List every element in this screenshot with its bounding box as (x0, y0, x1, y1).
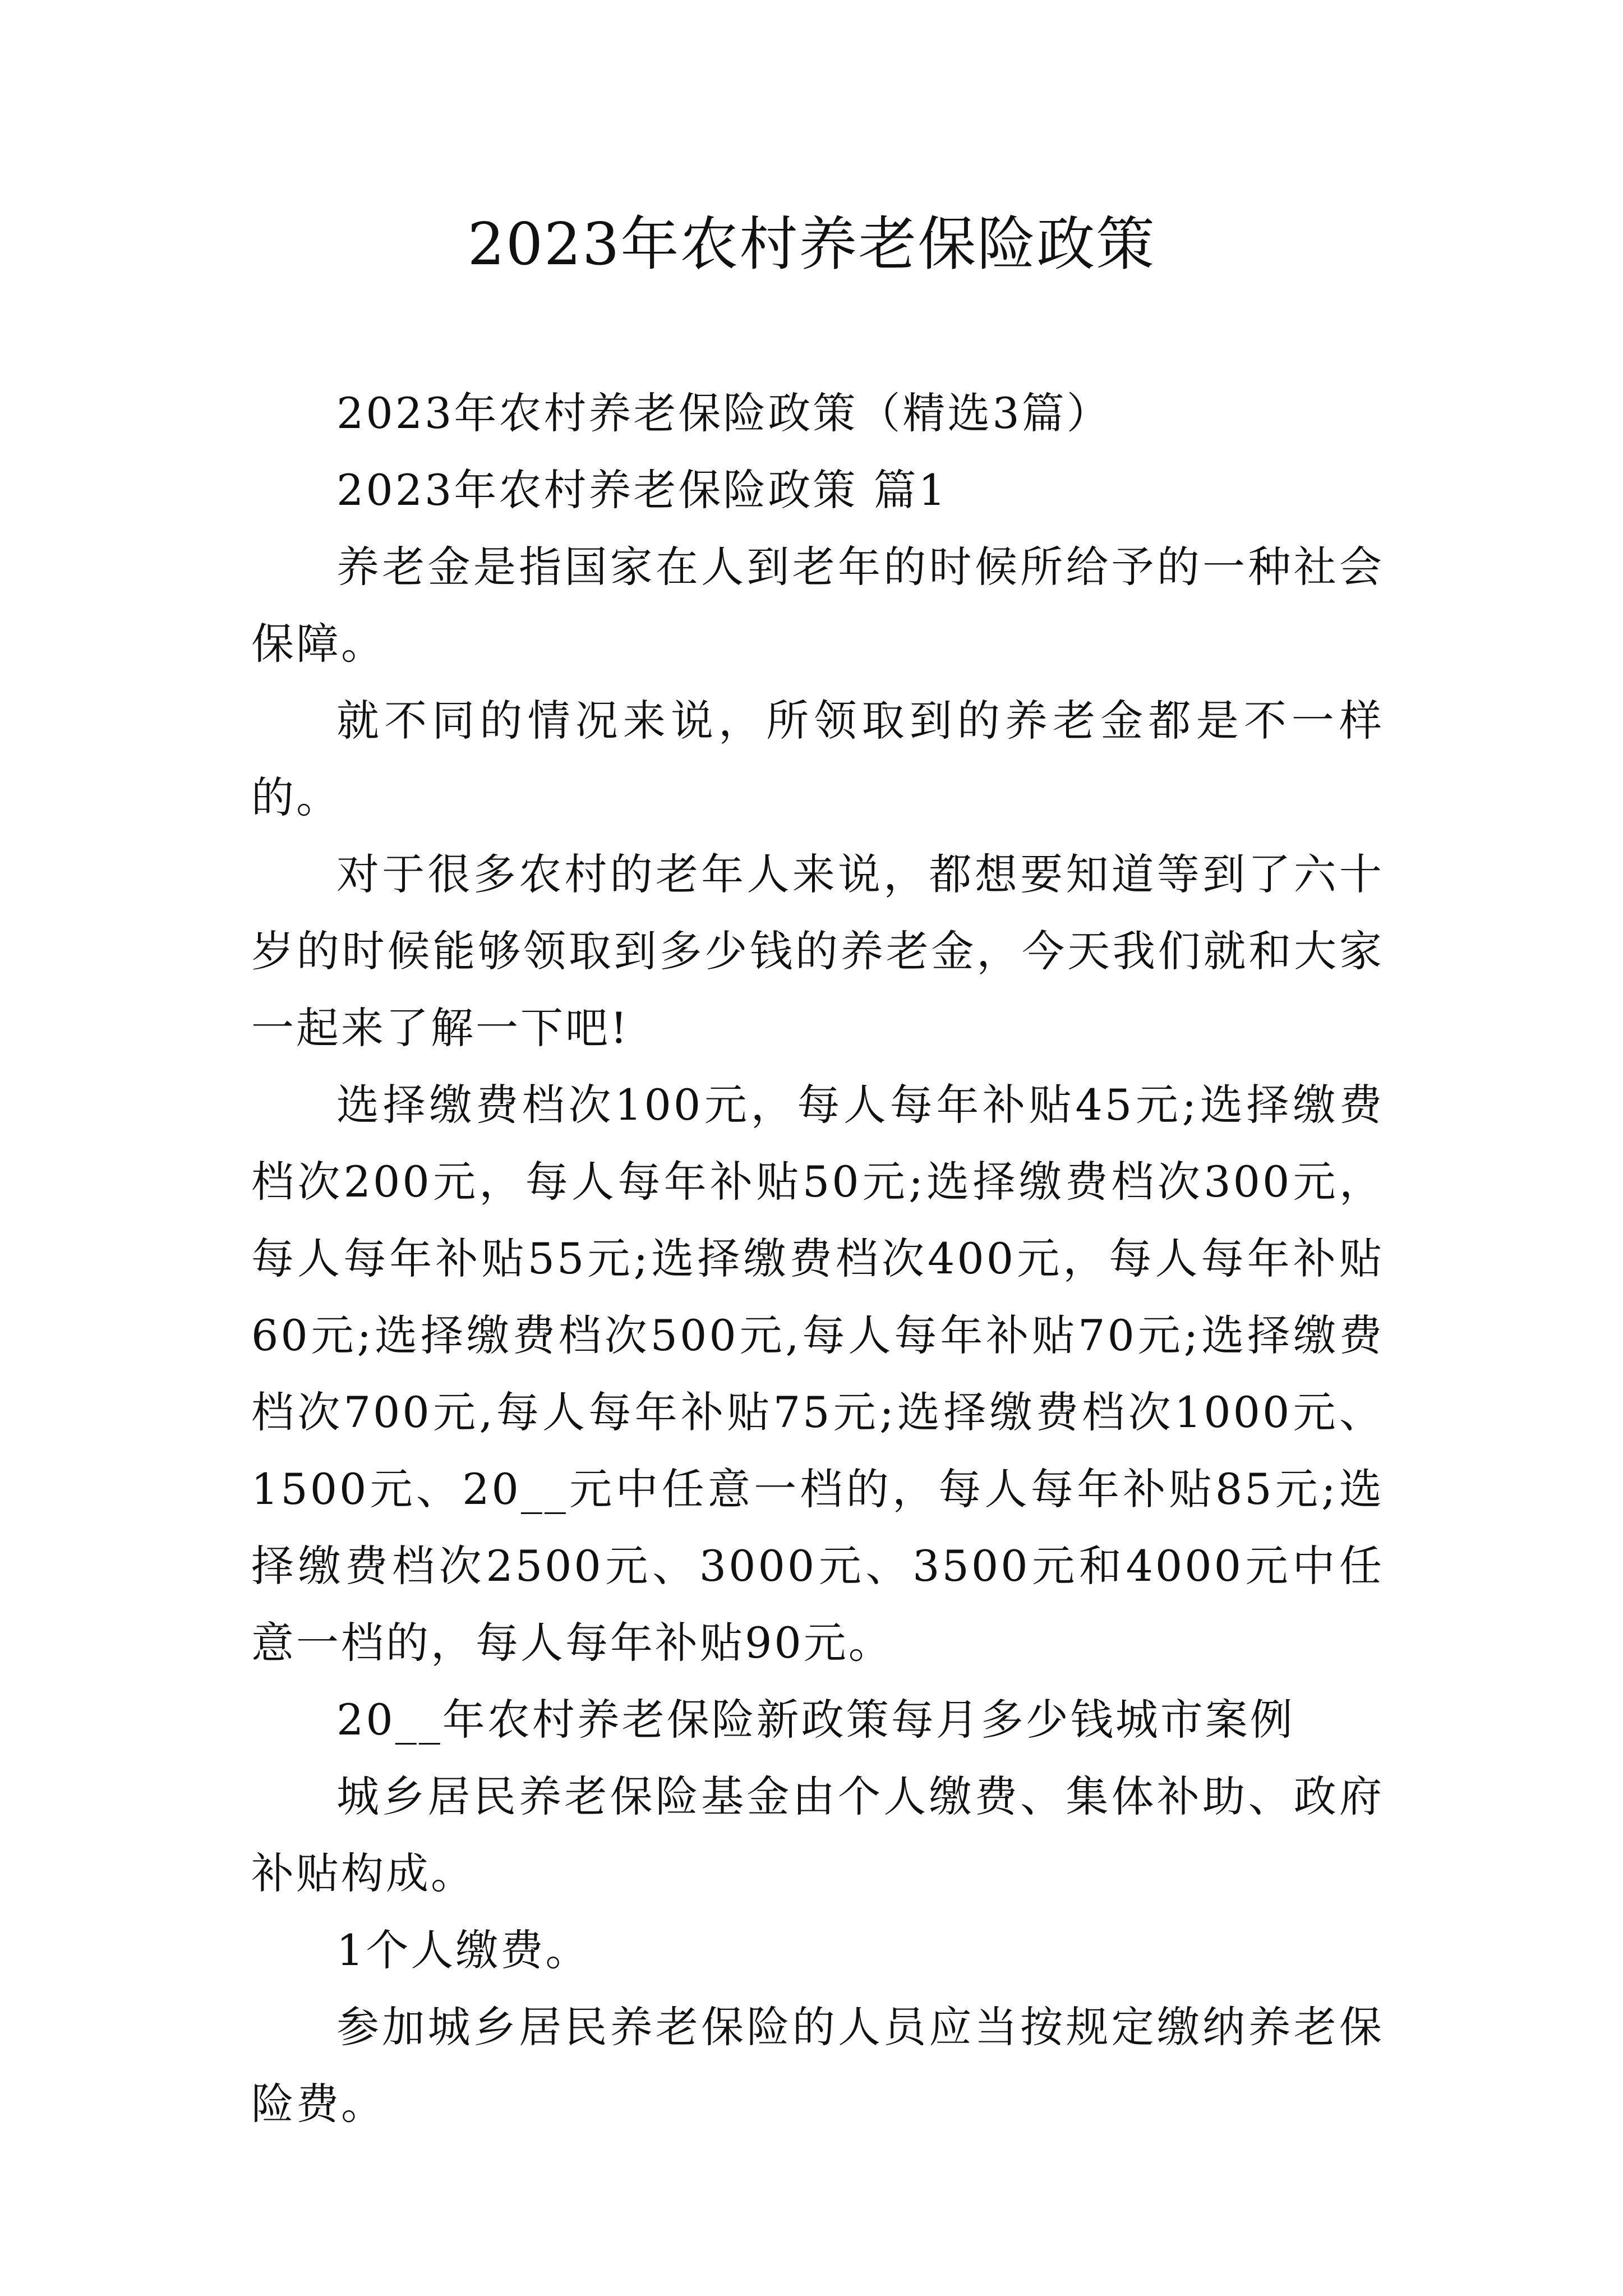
body-paragraph: 选择缴费档次100元，每人每年补贴45元;选择缴费档次200元，每人每年补贴50元;选择缴费档次300元，每人每年补贴55元;选择缴费档次400元，每人每年补贴60元;选择缴费档次500元,每人每年补贴70元;选择缴费档次700元,每人每年补贴75元;选择缴费档次1000元、1500元、20__元中任意一档的，每人每年补贴85元;选择缴费档次2500元、3000元、3500元和4000元中任意一档的，每人每年补贴90元。 (251, 1080, 1384, 1668)
subtitle-paragraph: 2023年农村养老保险政策（精选3篇） (336, 388, 1112, 438)
body-paragraph: 养老金是指国家在人到老年的时候所给予的一种社会保障。 (251, 542, 1384, 669)
document-title: 2023年农村养老保险政策 (467, 210, 1156, 278)
body-paragraph: 对于很多农村的老年人来说，都想要知道等到了六十岁的时候能够领取到多少钱的养老金，今天我们就和大家一起来了解一下吧! (251, 849, 1384, 1053)
body-paragraph: 就不同的情况来说，所领取到的养老金都是不一样的。 (251, 696, 1384, 822)
body-paragraph: 1个人缴费。 (336, 1925, 591, 1975)
body-paragraph: 20__年农村养老保险新政策每月多少钱城市案例 (336, 1695, 1295, 1745)
body-paragraph: 城乡居民养老保险基金由个人缴费、集体补助、政府补贴构成。 (251, 1772, 1384, 1898)
body-paragraph: 参加城乡居民养老保险的人员应当按规定缴纳养老保险费。 (251, 2002, 1384, 2129)
section-heading: 2023年农村养老保险政策 篇1 (336, 465, 948, 515)
document-body (251, 375, 1384, 2142)
